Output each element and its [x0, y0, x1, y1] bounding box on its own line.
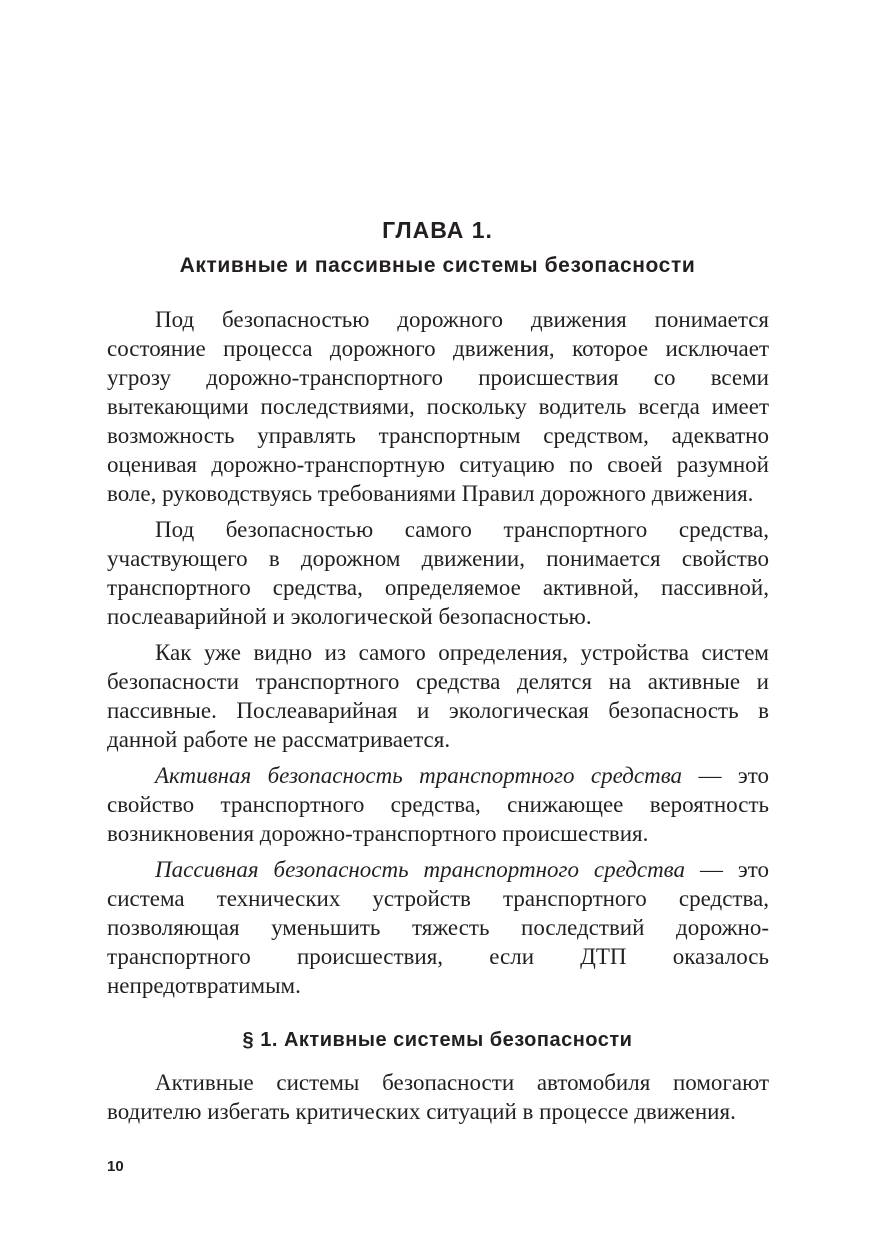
paragraph-safety-types: Как уже видно из самого определения, устройства систем безопасности транспортного средства делятся на активные и пассивные. Послеаварийная и экологическая безопасность в данной работе не рассматривается. [107, 640, 769, 752]
chapter-body [107, 305, 769, 1007]
term-passive-safety: Пассивная безопасность транспортного средства [155, 857, 686, 882]
paragraph-vehicle-safety: Под безопасностью самого транспортного средства, участвующего в дорожном движении, понимается свойство транспортного средства, определяемое активной, пассивной, послеаварийной и экологической безопасностью. [107, 517, 769, 629]
paragraph-active-systems: Активные системы безопасности автомобиля помогают водителю избегать критических ситуаций в процессе движения. [107, 1070, 769, 1124]
section-heading: § 1. Активные системы безопасности [242, 1029, 633, 1051]
paragraph-active-safety-definition [107, 761, 769, 848]
page-number: 10 [107, 1158, 124, 1175]
section-body [107, 1068, 769, 1133]
paragraph-passive-safety-definition [107, 855, 769, 1000]
term-active-safety: Активная безопасность транспортного средства [155, 763, 683, 788]
definition-active-safety: — это свойство транспортного средства, снижающее вероятность возникновения дорожно-транспортного происшествия. [107, 763, 769, 846]
chapter-title: Активные и пассивные системы безопасности [179, 254, 696, 277]
paragraph-road-safety: Под безопасностью дорожного движения понимается состояние процесса дорожного движения, которое исключает угрозу дорожно-транспортного происшествия со всеми вытекающими последствиями, поскольку водитель всегда имеет возможность управлять транспортным средством, адекватно оценивая дорожно-транспортную ситуацию по своей разумной воле, руководствуясь требованиями Правил дорожного движения. [107, 307, 769, 506]
definition-passive-safety: — это система технических устройств транспортного средства, позволяющая уменьшить тяжесть последствий дорожно-транспортного происшествия, если ДТП оказалось непредотвратимым. [107, 857, 770, 998]
chapter-label: ГЛАВА 1. [382, 217, 493, 243]
